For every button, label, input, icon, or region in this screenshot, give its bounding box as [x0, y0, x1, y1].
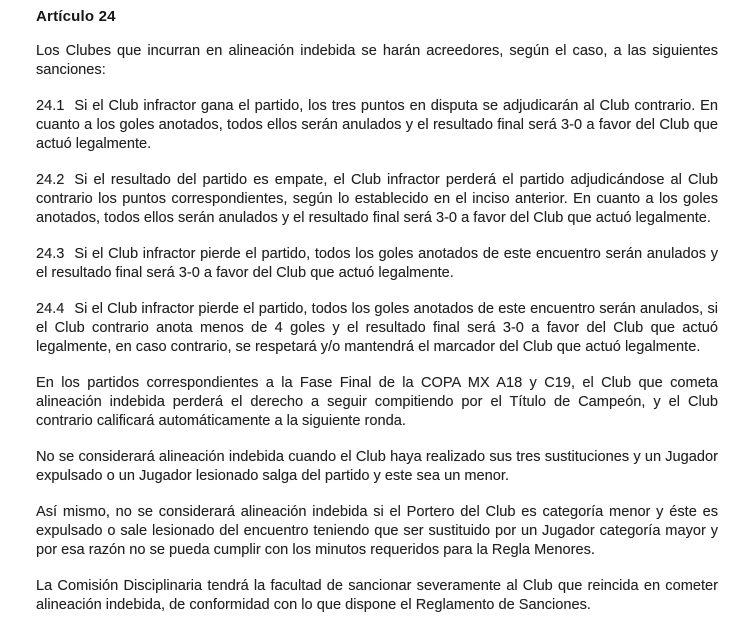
clause-number-24-4: 24.4: [36, 301, 65, 317]
clause-24-1: [36, 97, 718, 154]
clause-number-24-1: 24.1: [36, 98, 65, 114]
clause-24-2: [36, 171, 718, 228]
paragraph-portero: Así mismo, no se considerará alineación indebida si el Portero del Club es categoría menor y éste es expulsado o sale lesionado del encuentro teniendo que ser sustituido por un Jugador categoría mayor y por esa razón no se pueda cumplir con los minutos requeridos para la Regla Menores.: [36, 504, 718, 558]
clause-number-24-2: 24.2: [36, 172, 65, 188]
clause-text-24-4: Si el Club infractor pierde el partido, todos los goles anotados de este encuentro serán anulados, si el Club contrario anota menos de 4 goles y el resultado final será 3-0 a favor del Club que actuó legalmente, en caso contrario, se respetará y/o mantendrá el marcador del Club que actuó legalmente.: [36, 301, 718, 355]
clause-number-24-3: 24.3: [36, 246, 65, 262]
intro-paragraph: Los Clubes que incurran en alineación indebida se harán acreedores, según el caso, a las siguientes sanciones:: [36, 43, 718, 78]
paragraph-sustituciones: No se considerará alineación indebida cuando el Club haya realizado sus tres sustituciones y un Jugador expulsado o un Jugador lesionado salga del partido y este sea un menor.: [36, 449, 718, 484]
clause-24-3: [36, 245, 718, 283]
clause-24-4: [36, 300, 718, 357]
paragraph-comision-disciplinaria: La Comisión Disciplinaria tendrá la facultad de sancionar severamente al Club que reincida en cometer alineación indebida, de conformidad con lo que dispone el Reglamento de Sanciones.: [36, 578, 718, 613]
paragraph-copa-final: En los partidos correspondientes a la Fase Final de la COPA MX A18 y C19, el Club que cometa alineación indebida perderá el derecho a seguir compitiendo por el Título de Campeón, y el Club contrario calificará automáticamente a la siguiente ronda.: [36, 375, 718, 429]
clause-text-24-3: Si el Club infractor pierde el partido, todos los goles anotados de este encuentro serán anulados y el resultado final será 3-0 a favor del Club que actuó legalmente.: [36, 246, 718, 281]
article-title: Artículo 24: [36, 8, 116, 25]
clause-text-24-2: Si el resultado del partido es empate, el Club infractor perderá el partido adjudicándose al Club contrario los puntos correspondientes, según lo establecido en el inciso anterior. En cuanto a los goles anotados, todos ellos serán anulados y el resultado final será 3-0 a favor del Club que actuó legalmente.: [36, 172, 718, 226]
clause-text-24-1: Si el Club infractor gana el partido, los tres puntos en disputa se adjudicarán al Club contrario. En cuanto a los goles anotados, todos ellos serán anulados y el resultado final será 3-0 a favor del Club que actuó legalmente.: [36, 98, 718, 152]
